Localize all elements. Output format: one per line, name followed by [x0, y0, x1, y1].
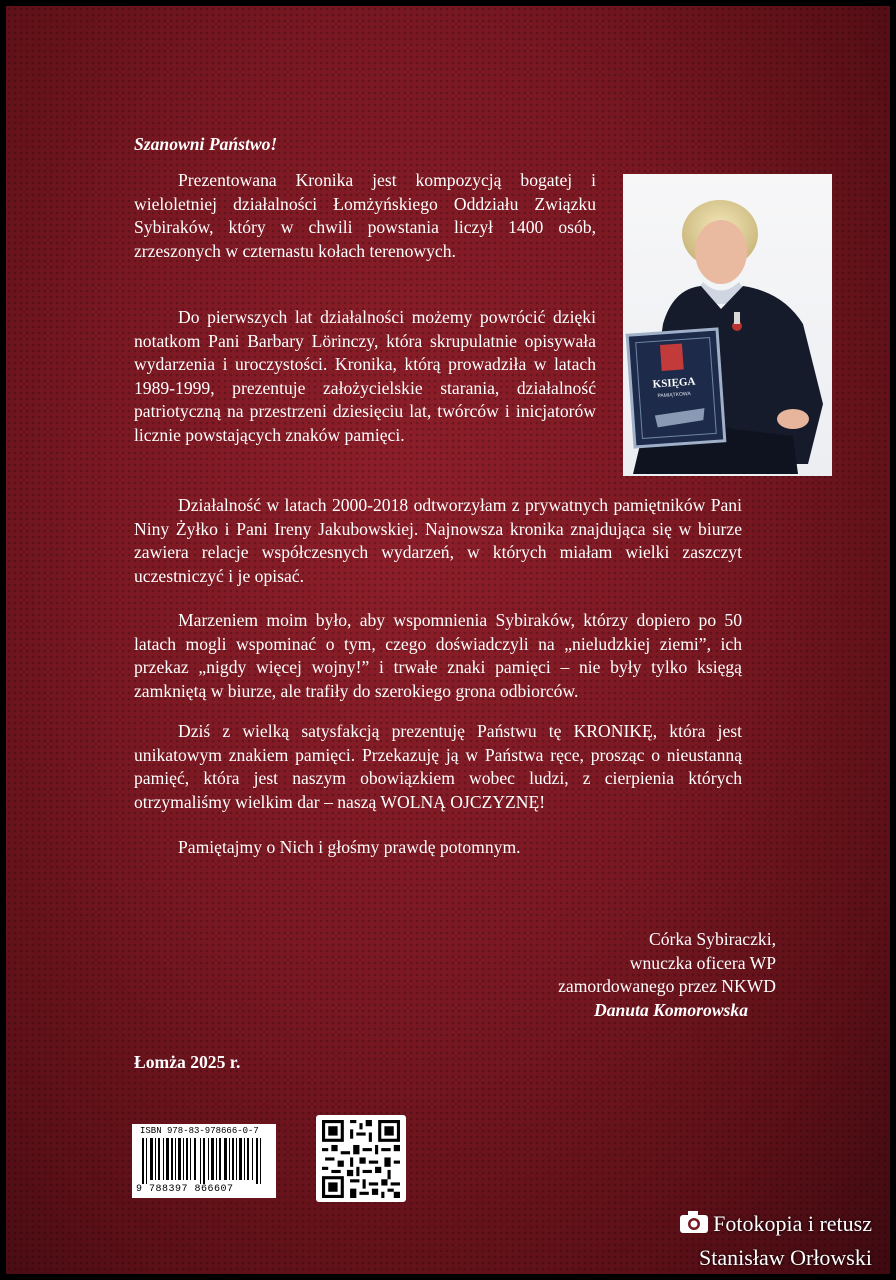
book-subtitle: PAMIĄTKOWA [657, 390, 692, 400]
greeting: Szanowni Państwo! [134, 134, 278, 154]
paragraph-2: Do pierwszych lat działalności możemy powrócić dzięki notatkom Pani Barbary Lörinczy, która skrupulatnie opisywała wydarzenia i uroczystości. Kronika, którą prowadziła w latach 1989-1999, prezentuje założycielskie starania, działalność patriotyczną na przestrzeni dziesięciu lat, twórców i inicjatorów licznie powstających znaków pamięci. [134, 307, 596, 445]
signature-block [506, 928, 776, 1022]
isbn-number: 9 788397 866607 [136, 1184, 234, 1195]
qr-code-icon [322, 1120, 400, 1198]
place-date: Łomża 2025 r. [134, 1052, 241, 1072]
paragraph-1: Prezentowana Kronika jest kompozycją bogatej i wieloletniej działalności Łomżyńskiego Oddziału Związku Sybiraków, który w chwili powstania liczył 1400 osób, zrzeszonych w czternastu kołach terenowych. [134, 170, 596, 261]
qr-code[interactable] [316, 1115, 406, 1202]
signature-line-1: Córka Sybiraczki, [648, 929, 776, 949]
photo-watermark [679, 1208, 872, 1273]
paragraph-5: Dziś z wielką satysfakcją prezentuję Państwu tę KRONIKĘ, która jest unikatowym znakiem pamięci. Przekazuję ją w Państwa ręce, prosząc o nieustanną pamięć, która jest naszym obowiązkiem wobec ludzi, z cierpienia których otrzymaliśmy wielkim dar – naszą WOLNĄ OJCZYZNĘ! [134, 721, 742, 812]
author-photo [623, 174, 832, 476]
author-portrait-image [623, 174, 832, 476]
barcode-icon [134, 1138, 274, 1186]
book-back-cover [6, 6, 890, 1274]
isbn-label: ISBN 978-83-978666-0-7 [140, 1126, 259, 1136]
isbn-barcode [132, 1124, 276, 1198]
signature-author: Danuta Komorowska [594, 999, 748, 1020]
paragraph-4: Marzeniem moim było, aby wspomnienia Sybiraków, którzy dopiero po 50 latach mogli wspominać o tym, czego doświadczyli na „nieludzkiej ziemi”, ich przekaz „nigdy więcej wojny!” i trwałe znaki pamięci – nie były tylko księgą zamkniętą w biurze, ale trafiły do szerokiego grona odbiorców. [134, 610, 742, 701]
watermark-line-1: Fotokopia i retusz [713, 1211, 872, 1236]
signature-line-3: zamordowanego przez NKWD [558, 976, 776, 996]
watermark-line-2: Stanisław Orłowski [699, 1244, 872, 1270]
book-title: KSIĘGA [652, 375, 696, 391]
camera-icon [679, 1210, 709, 1242]
paragraph-3: Działalność w latach 2000-2018 odtworzyłam z prywatnych pamiętników Pani Niny Żyłko i Pani Ireny Jakubowskiej. Najnowsza kronika znajdująca się w biurze zawiera relacje współczesnych wydarzeń, w których miałam wielki zaszczyt uczestniczyć i je opisać. [134, 495, 742, 586]
signature-line-2: wnuczka oficera WP [629, 952, 776, 973]
paragraph-6: Pamiętajmy o Nich i głośmy prawdę potomnym. [178, 837, 521, 857]
